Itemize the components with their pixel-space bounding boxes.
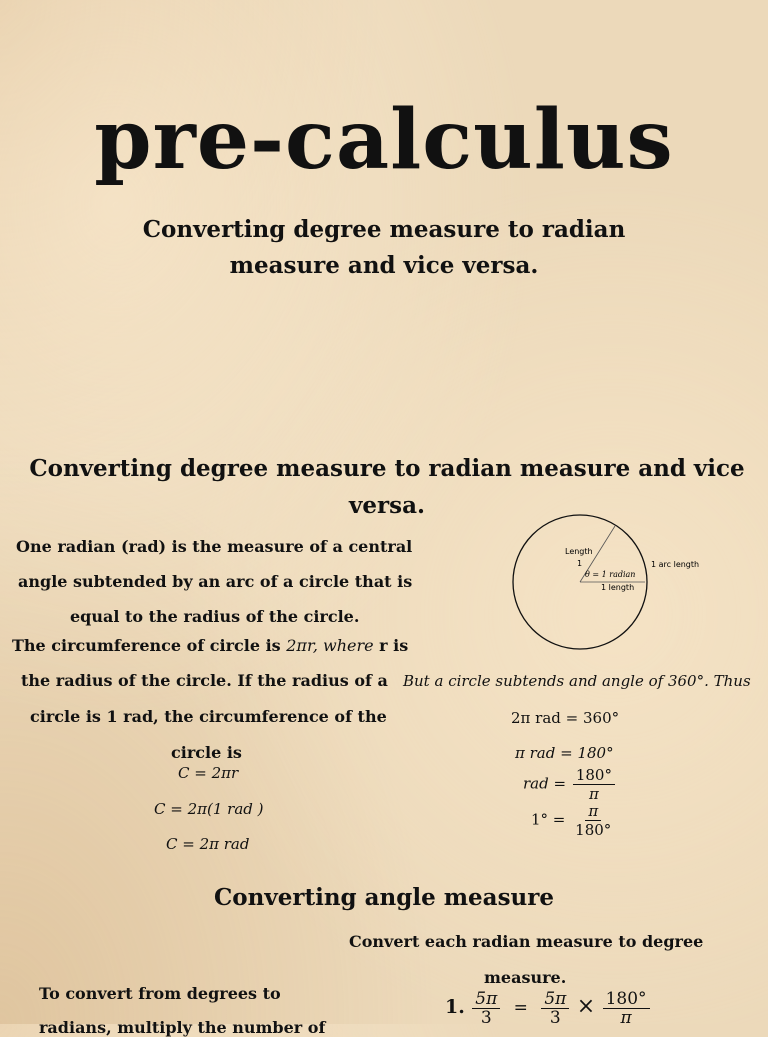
length-label: Length xyxy=(565,547,593,556)
section-heading-2: Converting angle measure xyxy=(213,884,555,911)
definition-line: circle is 1 rad, the circumference of the xyxy=(30,707,387,726)
equals-sign: = xyxy=(513,998,528,1018)
fraction xyxy=(472,990,500,1027)
circumference-line xyxy=(12,636,408,655)
page-title: pre-calculus xyxy=(94,92,674,188)
fraction xyxy=(573,766,615,803)
denominator: π xyxy=(588,785,599,803)
instruction-line: radians, multiply the number of xyxy=(39,1018,326,1037)
fraction xyxy=(572,802,614,839)
equation-degree xyxy=(531,802,616,839)
circumference-tail: r is xyxy=(373,636,409,655)
equation: C = 2π(1 rad ) xyxy=(154,800,264,818)
example-number: 1. xyxy=(445,996,465,1018)
theta-label: θ = 1 radian xyxy=(585,570,636,579)
equation: C = 2πr xyxy=(178,764,239,782)
denominator: 180° xyxy=(575,821,612,839)
equation: C = 2π rad xyxy=(166,835,250,853)
instruction-line: To convert from degrees to xyxy=(39,984,281,1003)
equation-lhs: rad = xyxy=(523,774,567,793)
denominator: 3 xyxy=(549,1008,561,1028)
equation: 2π rad = 360° xyxy=(511,709,620,727)
numerator: 5π xyxy=(541,990,569,1009)
definition-line: One radian (rad) is the measure of a central xyxy=(16,537,413,556)
one-length-label: 1 length xyxy=(601,583,635,592)
fraction xyxy=(541,990,569,1027)
fraction xyxy=(603,990,650,1027)
denominator: π xyxy=(620,1008,632,1028)
numerator: 180° xyxy=(603,990,650,1009)
circle-subtends-text: But a circle subtends and angle of 360°. Thus xyxy=(403,672,751,690)
times-sign: × xyxy=(576,994,596,1019)
example-1 xyxy=(445,990,652,1027)
section-heading: Converting degree measure to radian measure and vice versa. xyxy=(29,455,745,519)
numerator: π xyxy=(585,802,601,821)
equation-lhs: 1° = xyxy=(531,810,566,829)
radian-circle-diagram xyxy=(505,508,745,658)
one-label: 1 xyxy=(577,559,583,568)
definition-line: angle subtended by an arc of a circle that is xyxy=(18,572,413,591)
arc-length-label: 1 arc length xyxy=(651,560,700,569)
circumference-text: The circumference of circle is xyxy=(12,636,287,655)
instruction-line: measure. xyxy=(484,968,567,987)
equation-rad xyxy=(523,766,617,803)
definition-line: circle is xyxy=(171,743,242,762)
equation: π rad = 180° xyxy=(515,744,614,762)
numerator: 5π xyxy=(472,990,500,1009)
definition-line: the radius of the circle. If the radius of a xyxy=(21,671,388,690)
instruction-line: Convert each radian measure to degree xyxy=(349,932,704,951)
circumference-formula: 2πr, where xyxy=(286,636,374,655)
denominator: 3 xyxy=(480,1008,492,1028)
page-subtitle: Converting degree measure to radian measure and vice versa. xyxy=(142,216,626,279)
numerator: 180° xyxy=(573,766,615,785)
definition-line: equal to the radius of the circle. xyxy=(70,607,360,626)
